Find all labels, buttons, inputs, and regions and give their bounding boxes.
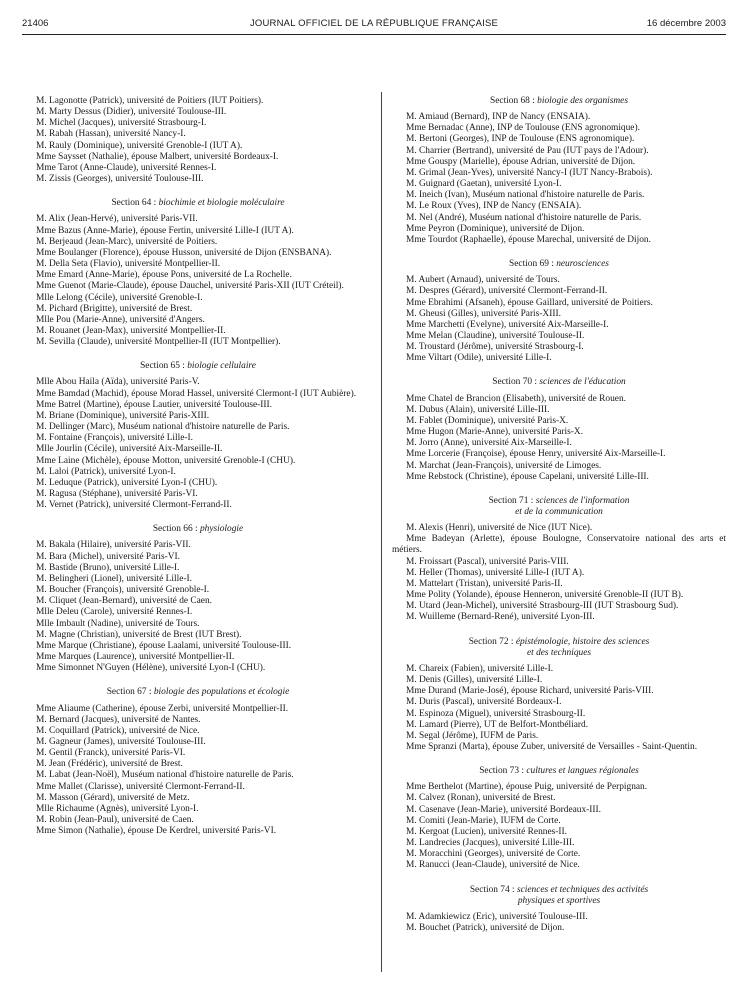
appointee-entry: Mme Marque (Christiane), épouse Laalami, université Toulouse-III. xyxy=(36,640,292,651)
appointee-entry: M. Gentil (Franck), université Paris-VI. xyxy=(36,748,186,759)
section-heading xyxy=(392,364,726,393)
appointee-entry: Mme Chatel de Brancion (Elisabeth), université de Rouen. xyxy=(406,393,626,404)
appointee-entry: M. Landrecies (Jacques), université Lille-III. xyxy=(406,838,575,849)
appointee-entry: M. Dellinger (Marc), Muséum national d'histoire naturelle de Paris. xyxy=(36,422,290,433)
appointee-entry: Mme Laine (Michèle), épouse Motton, université Grenoble-I (CHU). xyxy=(36,455,296,466)
section-name-line2: et des techniques xyxy=(526,647,592,658)
appointee-entry: M. Vernet (Patrick), université Clermont-Ferrand-II. xyxy=(36,500,232,511)
section-label: Section 71 : xyxy=(488,495,536,506)
appointee-entry: M. Alix (Jean-Hervé), université Paris-VII. xyxy=(36,214,198,225)
appointee-entry: Mme Viltart (Odile), université Lille-I. xyxy=(406,353,552,364)
appointee-entry: M. Calvez (Ronan), université de Brest. xyxy=(406,793,556,804)
section-heading xyxy=(22,185,374,214)
appointee-entry: M. Ranucci (Jean-Claude), université de Nice. xyxy=(406,860,580,871)
appointee-entry: M. Gheusi (Gilles), université Paris-XIII. xyxy=(406,308,561,319)
appointee-entry: M. Bastide (Bruno), université Lille-I. xyxy=(36,562,180,573)
appointee-entry: M. Espinoza (Miguel), université Strasbourg-II. xyxy=(406,708,586,719)
appointee-entry: M. Lagonotte (Patrick), université de Poitiers (IUT Poitiers). xyxy=(36,96,264,106)
appointee-entry: Mme Marchetti (Evelyne), université Aix-Marseille-I. xyxy=(406,319,609,330)
appointee-entry: Mme Lorcerie (Françoise), épouse Henry, université Aix-Marseille-I. xyxy=(406,449,666,460)
appointee-entry: M. Marchat (Jean-François), université de Limoges. xyxy=(406,460,602,471)
appointee-entry: M. Berjeaud (Jean-Marc), université de Poitiers. xyxy=(36,236,218,247)
section-name: biologie des populations et écologie xyxy=(153,687,290,698)
appointee-entry: M. Bouchet (Patrick), université de Dijon. xyxy=(406,923,565,933)
appointee-entry: M. Wuilleme (Bernard-René), université Lyon-III. xyxy=(406,612,595,623)
appointee-entry: M. Marty Dessus (Didier), université Toulouse-III. xyxy=(36,107,227,118)
section-name-line2: physiques et sportives xyxy=(517,895,601,906)
appointee-entry: M. Laloi (Patrick), université Lyon-I. xyxy=(36,466,176,477)
appointee-entry: Mme Berthelot (Martine), épouse Puig, université de Perpignan. xyxy=(406,782,648,793)
section-heading xyxy=(22,674,374,703)
section-label: Section 74 : xyxy=(469,884,517,895)
appointee-entry: M. Comiti (Jean-Marie), IUFM de Corte. xyxy=(406,815,561,826)
appointee-entry: M. Bertoni (Georges), INP de Toulouse (ENS agronomique). xyxy=(406,134,635,145)
appointee-entry: M. Robin (Jean-Paul), université de Caen. xyxy=(36,815,194,826)
appointee-entry: M. Heller (Thomas), université Lille-I (IUT A). xyxy=(406,567,585,578)
appointee-entry: Mme Badeyan (Arlette), épouse Boulogne, Conservatoire national des arts et métiers. xyxy=(392,534,726,556)
section-name: biologie des organismes xyxy=(537,96,628,106)
appointee-entry: M. Bara (Michel), université Paris-VI. xyxy=(36,551,180,562)
appointee-entry: M. Bakala (Hilaire), université Paris-VII. xyxy=(36,540,191,551)
appointee-entry: M. Michel (Jacques), université Strasbourg-I. xyxy=(36,118,207,129)
appointee-entry: Mlle Deleu (Carole), université Rennes-I. xyxy=(36,607,193,618)
appointee-entry: Mme Guenot (Marie-Claude), épouse Dauchel, université Paris-XII (IUT Créteil). xyxy=(36,281,344,292)
appointee-entry: M. Casenave (Jean-Marie), université Bordeaux-III. xyxy=(406,804,601,815)
appointee-entry: M. Dubus (Alain), université Lille-III. xyxy=(406,404,550,415)
appointee-entry: M. Le Roux (Yves), INP de Nancy (ENSAIA). xyxy=(406,201,582,212)
appointee-entry: M. Zissis (Georges), université Toulouse-III. xyxy=(36,174,204,185)
section-name: sciences et techniques des activités xyxy=(516,884,649,895)
section-label: Section 65 : xyxy=(140,361,188,372)
appointee-entry: M. Ineich (Ivan), Muséum national d'histoire naturelle de Paris. xyxy=(406,190,645,201)
appointee-entry: Mlle Imbault (Nadine), université de Tours. xyxy=(36,618,200,629)
appointee-entry: Mlle Pou (Marie-Anne), université d'Angers. xyxy=(36,314,205,325)
appointee-entry: M. Amiaud (Bernard), INP de Nancy (ENSAIA). xyxy=(406,112,591,123)
appointee-entry: Mme Bazus (Anne-Marie), épouse Fertin, université Lille-I (IUT A). xyxy=(36,225,294,236)
section-label: Section 68 : xyxy=(490,96,538,106)
appointee-entry: M. Belingheri (Lionel), université Lille-I. xyxy=(36,573,192,584)
journal-title: JOURNAL OFFICIEL DE LA RÉPUBLIQUE FRANÇAISE xyxy=(249,18,499,29)
appointee-entry: Mme Boulanger (Florence), épouse Husson, université de Dijon (ENSBANA). xyxy=(36,247,332,258)
appointee-entry: Mme Rebstock (Christine), épouse Capelani, université Lille-III. xyxy=(406,471,649,482)
appointee-entry: M. Segal (Jérôme), IUFM de Paris. xyxy=(406,730,539,741)
appointee-entry: Mme Bernadac (Anne), INP de Toulouse (ENS agronomique). xyxy=(406,123,640,134)
appointee-entry: Mme Saysset (Nathalie), épouse Malbert, université Bordeaux-I. xyxy=(36,151,279,162)
appointee-entry: Mme Spranzi (Marta), épouse Zuber, université de Versailles - Saint-Quentin. xyxy=(406,741,698,752)
appointee-entry: M. Duris (Pascal), université Bordeaux-I. xyxy=(406,697,562,708)
section-label: Section 70 : xyxy=(492,377,540,388)
appointee-entry: M. Lamard (Pierre), UT de Belfort-Montbéliard. xyxy=(406,719,589,730)
appointee-entry: M. Adamkiewicz (Eric), université Toulouse-III. xyxy=(406,911,588,922)
appointee-entry: M. Coquillard (Patrick), université de Nice. xyxy=(36,725,200,736)
appointee-entry: M. Jorro (Anne), université Aix-Marseille-I. xyxy=(406,438,572,449)
appointee-entry: M. Troustard (Jérôme), université Strasbourg-I. xyxy=(406,342,584,353)
appointee-entry: M. Guignard (Gaetan), université Lyon-I. xyxy=(406,179,562,190)
appointee-entry: M. Denis (Gilles), université Lille-I. xyxy=(406,675,543,686)
section-heading xyxy=(392,483,726,523)
appointee-entry: Mlle Richaume (Agnès), université Lyon-I. xyxy=(36,803,199,814)
appointee-entry: Mme Melan (Claudine), université Toulouse-II. xyxy=(406,330,585,341)
appointee-entry: M. Masson (Gérard), université de Metz. xyxy=(36,792,190,803)
section-name-line2: et de la communication xyxy=(515,507,603,517)
section-name: cultures et langues régionales xyxy=(526,766,639,777)
appointee-entry: M. Briane (Dominique), université Paris-XIII. xyxy=(36,410,210,421)
appointee-entry: Mme Ebrahimi (Afsaneh), épouse Gaillard, université de Poitiers. xyxy=(406,297,653,308)
appointee-entry: M. Utard (Jean-Michel), université Strasbourg-III (IUT Strasbourg Sud). xyxy=(406,601,679,612)
appointee-entry: Mme Aliaume (Catherine), épouse Zerbi, université Montpellier-II. xyxy=(36,703,289,714)
section-heading xyxy=(22,511,374,540)
appointee-entry: M. Magne (Christian), université de Brest (IUT Brest). xyxy=(36,629,242,640)
page-header xyxy=(22,18,726,34)
section-heading xyxy=(392,624,726,664)
left-column xyxy=(22,96,374,837)
appointee-entry: M. Charrier (Bertrand), université de Pau (IUT pays de l'Adour). xyxy=(406,145,649,156)
appointee-entry: M. Rouanet (Jean-Max), université Montpellier-II. xyxy=(36,325,226,336)
appointee-entry: M. Alexis (Henri), université de Nice (IUT Nice). xyxy=(406,523,593,534)
appointee-entry: M. Nel (André), Muséum national d'histoire naturelle de Paris. xyxy=(406,212,642,223)
appointee-entry: Mme Polity (Yolande), épouse Henneron, université Grenoble-II (IUT B). xyxy=(406,590,684,601)
appointee-entry: Mlle Lelong (Cécile), université Grenoble-I. xyxy=(36,292,203,303)
appointee-entry: Mme Gouspy (Marielle), épouse Adrian, université de Dijon. xyxy=(406,156,636,167)
appointee-entry: M. Fontaine (François), université Lille-I. xyxy=(36,433,193,444)
appointee-entry: Mme Simonnet N'Guyen (Hélène), université Lyon-I (CHU). xyxy=(36,663,266,674)
section-label: Section 69 : xyxy=(509,259,557,270)
appointee-entry: Mme Mallet (Clarisse), université Clermont-Ferrand-II. xyxy=(36,781,245,792)
appointee-entry: M. Chareix (Fabien), université Lille-I. xyxy=(406,663,554,674)
appointee-entry: M. Rabah (Hassan), université Nancy-I. xyxy=(36,129,186,140)
appointee-entry: Mme Tourdot (Raphaelle), épouse Marechal, université de Dijon. xyxy=(406,234,651,245)
section-heading xyxy=(392,872,726,912)
appointee-entry: Mme Hugon (Marie-Anne), université Paris-X. xyxy=(406,427,584,438)
appointee-entry: M. Pichard (Brigitte), université de Brest. xyxy=(36,303,193,314)
section-label: Section 66 : xyxy=(152,524,200,535)
appointee-entry: Mme Tarot (Anne-Claude), université Rennes-I. xyxy=(36,162,217,173)
appointee-entry: M. Bernard (Jacques), université de Nantes. xyxy=(36,714,201,725)
section-name: épistémologie, histoire des sciences xyxy=(515,636,650,647)
appointee-entry: M. Labat (Jean-Noël), Muséum national d'histoire naturelle de Paris. xyxy=(36,770,294,781)
appointee-entry: M. Froissart (Pascal), université Paris-VIII. xyxy=(406,556,569,567)
appointee-entry: Mme Batrel (Martine), épouse Lautier, université Toulouse-III. xyxy=(36,399,272,410)
section-label: Section 64 : xyxy=(111,198,159,209)
appointee-entry: M. Moracchini (Georges), université de Corte. xyxy=(406,849,581,860)
appointee-entry: Mlle Jourlin (Cécile), université Aix-Marseille-II. xyxy=(36,444,223,455)
section-label: Section 72 : xyxy=(468,636,516,647)
appointee-entry: Mme Durand (Marie-José), épouse Richard, université Paris-VIII. xyxy=(406,686,654,697)
appointee-entry: M. Jean (Frédéric), université de Brest. xyxy=(36,759,183,770)
section-label: Section 73 : xyxy=(479,766,527,777)
right-column xyxy=(392,96,726,934)
appointee-entry: Mme Bamdad (Machid), épouse Morad Hassel, université Clermont-I (IUT Aubière). xyxy=(36,388,357,399)
section-heading xyxy=(392,96,726,112)
appointee-entry: Mme Simon (Nathalie), épouse De Kerdrel, université Paris-VI. xyxy=(36,826,277,837)
section-name: sciences de l'information xyxy=(535,495,630,506)
header-rule xyxy=(22,34,726,35)
appointee-entry: M. Fablet (Dominique), université Paris-X. xyxy=(406,415,569,426)
section-name: sciences de l'éducation xyxy=(539,377,626,388)
appointee-entry: M. Despres (Gérard), université Clermont-Ferrand-II. xyxy=(406,286,608,297)
section-name: physiologie xyxy=(199,524,244,535)
appointee-entry: Mme Peyron (Dominique), université de Dijon. xyxy=(406,223,585,234)
appointee-entry: Mme Emard (Anne-Marie), épouse Pons, université de La Rochelle. xyxy=(36,270,292,281)
appointee-entry: M. Aubert (Arnaud), université de Tours. xyxy=(406,275,560,286)
appointee-entry: M. Grimal (Jean-Yves), université Nancy-I (IUT Nancy-Brabois). xyxy=(406,167,653,178)
appointee-entry: M. Della Seta (Flavio), université Montpellier-II. xyxy=(36,259,221,270)
issue-date: 16 décembre 2003 xyxy=(646,18,726,29)
section-name: neurosciences xyxy=(556,259,609,270)
appointee-entry: M. Mattelart (Tristan), université Paris-II. xyxy=(406,578,563,589)
section-name: biochimie et biologie moléculaire xyxy=(158,198,285,209)
section-name: biologie cellulaire xyxy=(187,361,256,372)
appointee-entry: M. Kergoat (Lucien), université Rennes-II. xyxy=(406,826,567,837)
section-heading xyxy=(22,348,374,377)
column-divider xyxy=(381,92,382,972)
appointee-entry: M. Ragusa (Stéphane), université Paris-VI. xyxy=(36,489,198,499)
appointee-entry: M. Leduque (Patrick), université Lyon-I (CHU). xyxy=(36,477,218,488)
appointee-entry: M. Sevilla (Claude), université Montpellier-II (IUT Montpellier). xyxy=(36,337,281,348)
section-label: Section 67 : xyxy=(106,687,154,698)
section-heading xyxy=(392,246,726,275)
appointee-entry: M. Rauly (Dominique), université Grenoble-I (IUT A). xyxy=(36,140,243,151)
appointee-entry: Mme Marques (Laurence), université Montpellier-II. xyxy=(36,652,235,663)
page-number: 21406 xyxy=(22,18,49,29)
section-heading xyxy=(392,753,726,782)
appointee-entry: M. Boucher (François), université Grenoble-I. xyxy=(36,585,210,596)
appointee-entry: M. Cliquet (Jean-Bernard), université de Caen. xyxy=(36,596,212,607)
appointee-entry: M. Gagneur (James), université Toulouse-III. xyxy=(36,736,206,747)
appointee-entry: Mlle Abou Haila (Aïda), université Paris-V. xyxy=(36,377,200,388)
